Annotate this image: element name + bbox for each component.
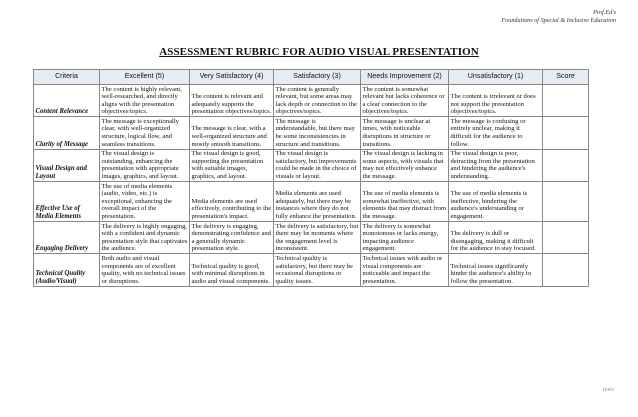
score-cell[interactable] [543, 182, 589, 222]
rating-cell-excellent: The content is highly relevant, well-researched, and directly aligns with the presentation objectives/topics. [100, 85, 190, 117]
rating-cell-unsatisfactory: Technical issues significantly hinder the audience's ability to follow the presentation. [449, 254, 543, 286]
rating-cell-very-satisfactory: Media elements are used effectively, contributing to the presentation's impact. [190, 182, 274, 222]
rating-cell-needs-improvement: The delivery is somewhat monotonous or lacks energy, impacting audience engagement. [361, 222, 449, 254]
table-row [34, 254, 589, 286]
page-footer-mark: rr.rr.r [602, 388, 614, 393]
rating-cell-very-satisfactory: The message is clear, with a well-organized structure and mostly smooth transitions. [190, 117, 274, 149]
criteria-cell: Technical Quality (Audio/Visual) [34, 254, 100, 286]
rating-cell-very-satisfactory: Technical quality is good, with minimal disruptions in audio and visual components. [190, 254, 274, 286]
rating-cell-excellent: The delivery is highly engaging, with a confident and dynamic presentation style that captivates the audience. [100, 222, 190, 254]
score-cell[interactable] [543, 149, 589, 181]
rating-cell-unsatisfactory: The delivery is dull or disengaging, making it difficult for the audience to stay focused. [449, 222, 543, 254]
column-header-criteria: Criteria [34, 70, 100, 85]
table-row [34, 85, 589, 117]
score-cell[interactable] [543, 85, 589, 117]
rating-cell-satisfactory: Technical quality is satisfactory, but there may be occasional disruptions or quality issues. [274, 254, 361, 286]
rating-cell-satisfactory: Media elements are used adequately, but there may be instances where they do not fully enhance the presentation. [274, 182, 361, 222]
score-cell[interactable] [543, 222, 589, 254]
score-cell[interactable] [543, 254, 589, 286]
column-header-very-satisfactory: Very Satisfactory (4) [190, 70, 274, 85]
rating-cell-very-satisfactory: The visual design is good, supporting the presentation with suitable images, graphics, and layout. [190, 149, 274, 181]
criteria-cell: Effective Use of Media Elements [34, 182, 100, 222]
table-row [34, 222, 589, 254]
rating-cell-unsatisfactory: The visual design is poor, detracting from the presentation and hindering the audience's understanding. [449, 149, 543, 181]
header-author: Prof.Ed's [593, 9, 616, 16]
column-header-needs-improvement: Needs Improvement (2) [361, 70, 449, 85]
score-cell[interactable] [543, 117, 589, 149]
table-row [34, 149, 589, 181]
rating-cell-very-satisfactory: The content is relevant and adequately supports the presentation objectives/topics. [190, 85, 274, 117]
rating-cell-needs-improvement: The message is unclear at times, with noticeable disruptions in structure or transitions. [361, 117, 449, 149]
rating-cell-needs-improvement: The use of media elements is somewhat ineffective, with elements that may distract from the message. [361, 182, 449, 222]
rating-cell-satisfactory: The visual design is satisfactory, but improvements could be made in the choice of visuals or layout. [274, 149, 361, 181]
page-header [501, 9, 616, 25]
criteria-cell: Clarity of Message [34, 117, 100, 149]
rating-cell-needs-improvement: The visual design is lacking in some aspects, with visuals that may not effectively enhance the message. [361, 149, 449, 181]
header-subtitle: Foundations of Special & Inclusive Education [501, 17, 616, 24]
column-header-unsatisfactory: Unsatisfactory (1) [449, 70, 543, 85]
rating-cell-excellent: The message is exceptionally clear, with well-organized structure, logical flow, and seamless transitions. [100, 117, 190, 149]
rating-cell-needs-improvement: Technical issues with audio or visual components are noticeable and impact the presentation. [361, 254, 449, 286]
page-title: ASSESSMENT RUBRIC FOR AUDIO VISUAL PRESENTATION [159, 46, 479, 58]
table-row [34, 182, 589, 222]
rating-cell-unsatisfactory: The use of media elements is ineffective, hindering the audience's understanding or engagement. [449, 182, 543, 222]
table-row [34, 117, 589, 149]
criteria-cell: Visual Design and Layout [34, 149, 100, 181]
rating-cell-satisfactory: The content is generally relevant, but some areas may lack depth or connection to the objectives/topics. [274, 85, 361, 117]
rating-cell-excellent: The use of media elements (audio, video, etc.) is exceptional, enhancing the overall impact of the presentation. [100, 182, 190, 222]
rating-cell-excellent: The visual design is outstanding, enhancing the presentation with appropriate images, graphics, and layout. [100, 149, 190, 181]
rating-cell-satisfactory: The message is understandable, but there may be some inconsistencies in structure and transitions. [274, 117, 361, 149]
criteria-cell: Content Relevance [34, 85, 100, 117]
rating-cell-unsatisfactory: The content is irrelevant or does not support the presentation objectives/topics. [449, 85, 543, 117]
rating-cell-very-satisfactory: The delivery is engaging, demonstrating confidence and a generally dynamic presentation style. [190, 222, 274, 254]
column-header-excellent: Excellent (5) [100, 70, 190, 85]
rating-cell-unsatisfactory: The message is confusing or entirely unclear, making it difficult for the audience to follow. [449, 117, 543, 149]
column-header-score: Score [543, 70, 589, 85]
rating-cell-needs-improvement: The content is somewhat relevant but lacks coherence or a clear connection to the objectives/topics. [361, 85, 449, 117]
criteria-cell: Engaging Delivery [34, 222, 100, 254]
rating-cell-satisfactory: The delivery is satisfactory, but there may be moments where the engagement level is inconsistent. [274, 222, 361, 254]
rubric-header-row [34, 70, 589, 85]
rubric-table [33, 69, 589, 287]
rating-cell-excellent: Both audio and visual components are of excellent quality, with no technical issues or disruptions. [100, 254, 190, 286]
column-header-satisfactory: Satisfactory (3) [274, 70, 361, 85]
